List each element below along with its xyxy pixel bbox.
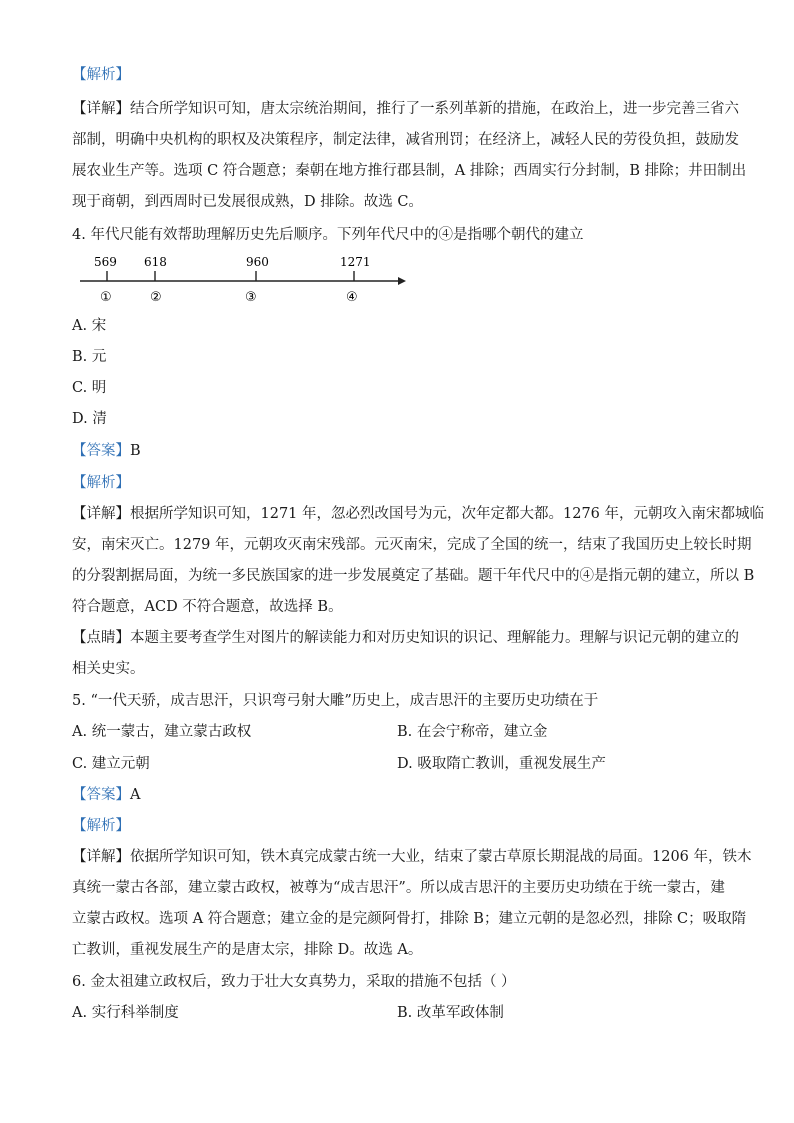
option: A. 宋 [72, 318, 107, 334]
detail-line: 符合题意，ACD 不符合题意，故选择 B。 [72, 599, 343, 615]
answer-tag: 【答案】 [72, 787, 130, 803]
answer-tag: 【答案】 [72, 443, 130, 459]
question-4-stem: 4. 年代尺能有效帮助理解历史先后顺序。下列年代尺中的④是指哪个朝代的建立 [72, 227, 584, 243]
option: D. 清 [72, 411, 107, 427]
timeline-mark: ④ [346, 290, 358, 305]
answer-line [72, 786, 724, 804]
detail-line: 展农业生产等。选项 C 符合题意；秦朝在地方推行郡县制，A 排除；西周实行分封制，B 排除；井田制出 [72, 163, 747, 179]
detail-line: 【详解】结合所学知识可知，唐太宗统治期间，推行了一系列革新的措施，在政治上，进一步完善三省六 [72, 101, 739, 117]
timeline-year: 960 [246, 255, 269, 269]
comment-line: 【点睛】本题主要考查学生对图片的解读能力和对历史知识的识记、理解能力。理解与识记元朝的建立的 [72, 630, 739, 646]
timeline-year: 618 [144, 255, 167, 269]
question-5-stem: 5. “一代天骄，成吉思汗，只识弯弓射大雕”历史上，成吉思汗的主要历史功绩在于 [72, 693, 599, 709]
detail-line: 安，南宋灭亡。1279 年，元朝攻灭南宋残部。元灭南宋，完成了全国的统一，结束了我国历史上较长时期 [72, 537, 752, 553]
detail-line: 立蒙古政权。选项 A 符合题意；建立金的是完颜阿骨打，排除 B；建立元朝的是忽必烈，排除 C；吸取隋 [72, 911, 747, 927]
analysis-tag: 【解析】 [72, 818, 130, 834]
detail-line: 亡教训，重视发展生产的是唐太宗，排除 D。故选 A。 [72, 942, 423, 958]
analysis-tag: 【解析】 [72, 475, 130, 491]
option: B. 改革军政体制 [397, 1005, 504, 1021]
option: D. 吸取隋亡教训，重视发展生产 [397, 756, 606, 772]
comment-line: 相关史实。 [72, 661, 145, 677]
answer-value: A [130, 787, 141, 803]
answer-value: B [130, 443, 141, 459]
answer-line [72, 442, 724, 460]
analysis-tag: 【解析】 [72, 67, 130, 83]
option: B. 元 [72, 349, 107, 365]
option: B. 在会宁称帝，建立金 [397, 724, 548, 740]
timeline-year: 569 [94, 255, 117, 269]
option: A. 统一蒙古，建立蒙古政权 [72, 724, 252, 740]
detail-line: 现于商朝，到西周时已发展很成熟，D 排除。故选 C。 [72, 194, 423, 210]
detail-line: 部制，明确中央机构的职权及决策程序，制定法律，减省刑罚；在经济上，减轻人民的劳役负担，鼓励发 [72, 132, 739, 148]
timeline-mark: ③ [245, 290, 257, 305]
timeline-arrow-icon [398, 277, 406, 285]
detail-line: 真统一蒙古各部，建立蒙古政权，被尊为“成吉思汗”。所以成吉思汗的主要历史功绩在于统一蒙古，建 [72, 880, 725, 896]
question-6-stem: 6. 金太祖建立政权后，致力于壮大女真势力，采取的措施不包括（ ） [72, 974, 516, 990]
option: C. 建立元朝 [72, 756, 150, 772]
timeline-year: 1271 [340, 255, 371, 269]
detail-line: 【详解】根据所学知识可知，1271 年，忽必烈改国号为元，次年定都大都。1276 年，元朝攻入南宋都城临 [72, 506, 765, 522]
detail-line: 【详解】依据所学知识可知，铁木真完成蒙古统一大业，结束了蒙古草原长期混战的局面。1206 年，铁木 [72, 849, 752, 865]
timeline-mark: ② [150, 290, 162, 305]
option: C. 明 [72, 380, 107, 396]
detail-line: 的分裂割据局面，为统一多民族国家的进一步发展奠定了基础。题干年代尺中的④是指元朝的建立，所以 B [72, 568, 755, 584]
timeline-figure [80, 252, 410, 307]
timeline-mark: ① [100, 290, 112, 305]
option: A. 实行科举制度 [72, 1005, 179, 1021]
